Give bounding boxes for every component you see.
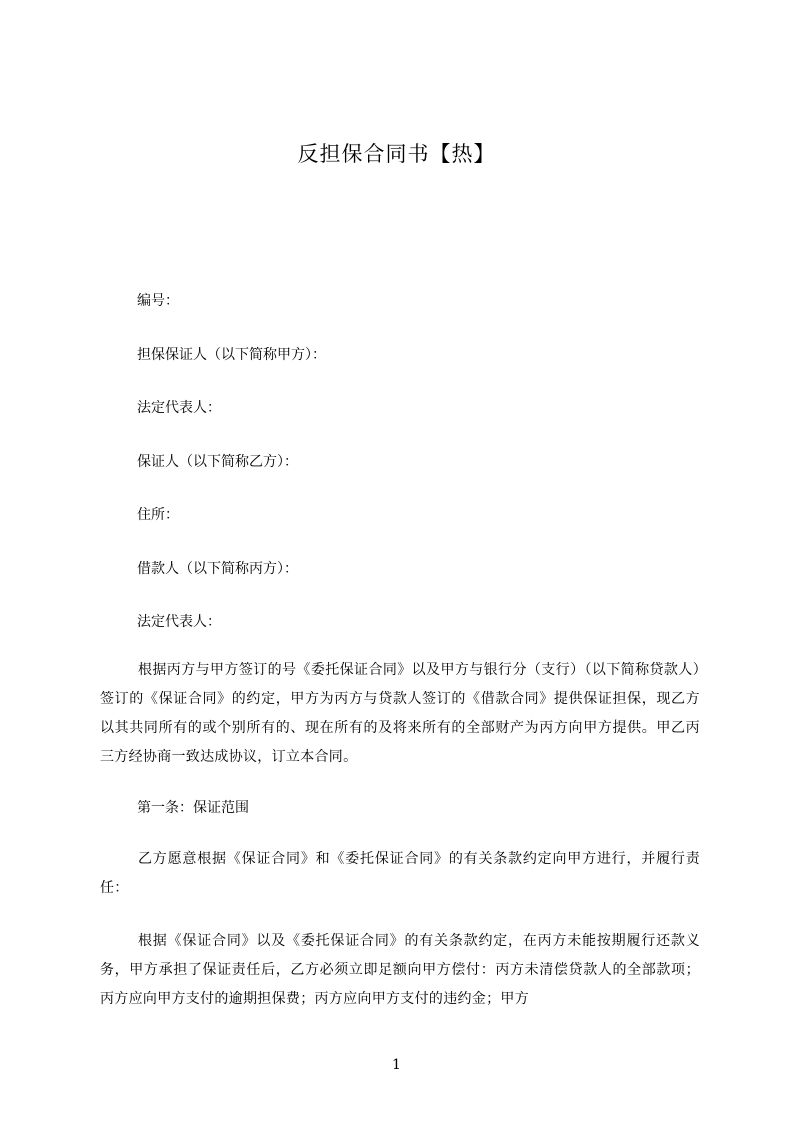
paragraph-article1-1: 乙方愿意根据《保证合同》和《委托保证合同》的有关条款约定向甲方进行，并履行责任： [100,851,700,896]
article1-heading: 第一条：保证范围 [137,800,249,816]
paragraph-article1-2: 根据《保证合同》以及《委托保证合同》的有关条款约定，在丙方未能按期履行还款义务，甲方承担了保证责任后，乙方必须立即足额向甲方偿付：丙方未清偿贷款人的全部款项；丙方应向甲方支付的逾期担保费；丙方应向甲方支付的违约金；甲方 [100,933,700,1007]
field-domicile: 住所： [137,507,179,523]
field-guarantor: 担保保证人（以下简称甲方）： [137,347,326,363]
document-title: 反担保合同书【热】 [297,142,496,166]
field-borrower: 借款人（以下简称丙方）： [137,561,298,577]
field-number: 编号： [137,293,179,309]
field-legal-rep-1: 法定代表人： [137,400,221,416]
field-legal-rep-2: 法定代表人： [137,614,221,630]
page-number: 1 [392,1057,401,1073]
field-surety: 保证人（以下简称乙方）： [137,454,298,470]
paragraph-intro: 根据丙方与甲方签订的号《委托保证合同》以及甲方与银行分（支行）（以下简称贷款人）签订的《保证合同》的约定，甲方为丙方与贷款人签订的《借款合同》提供保证担保，现乙方以其共同所有的或个别所有的、现在所有的及将来所有的全部财产为丙方向甲方提供。甲乙丙三方经协商一致达成协议，订立本合同。 [100,662,700,765]
